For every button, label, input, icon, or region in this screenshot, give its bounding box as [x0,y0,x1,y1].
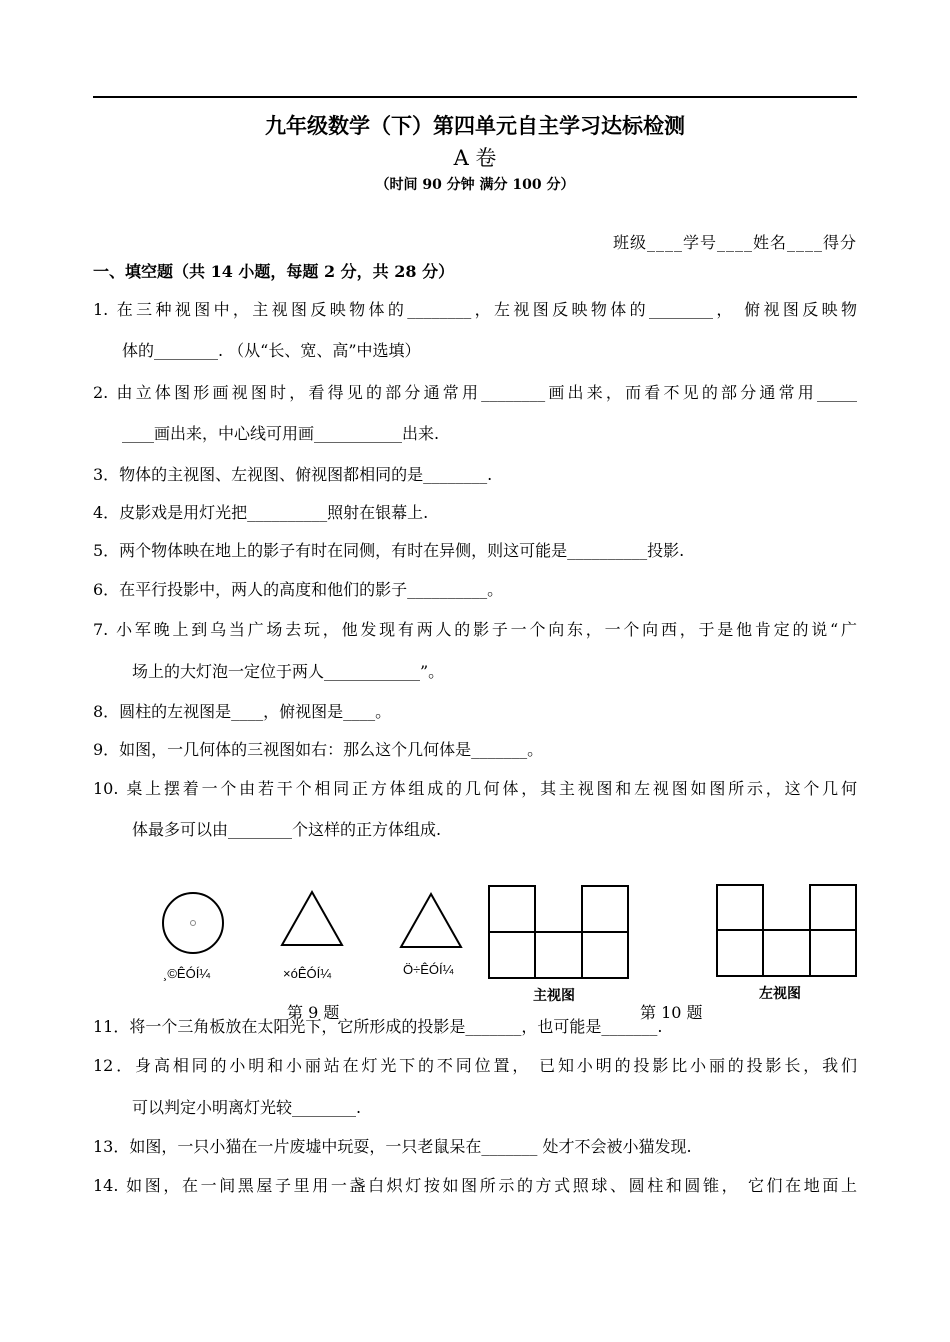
figure-9-views [150,880,480,960]
main-view-grid [489,886,628,978]
question-7-line-2: 场上的大灯泡一定位于两人____________”。 [132,662,445,681]
question-2-line-1: 2. 由立体图形画视图时，看得见的部分通常用________画出来，而看不见的部分通常用_____ [93,383,857,402]
figure-9-caption: 第 9 题 [287,1003,340,1022]
student-info: 班级____学号____姓名____得分 [612,233,857,252]
figure-9-label-1: ¸©ÊÓÍ¼ [163,966,211,981]
figure-9-label-3: Ö÷ÊÓÍ¼ [403,962,454,977]
figure-10-caption: 第 10 题 [640,1003,703,1022]
top-view-center-dot [191,921,196,926]
question-12-line-1: 12．身高相同的小明和小丽站在灯光下的不同位置， 已知小明的投影比小丽的投影长，我们 [93,1056,857,1075]
question-5: 5．两个物体映在地上的影子有时在同侧，有时在异侧，则这可能是__________投影. [93,541,685,560]
question-2-line-2: ____画出来，中心线可用画___________出来. [122,424,440,443]
figure-9-label-2: ×óÊÓÍ¼ [283,966,332,981]
question-12-line-2: 可以判定小明离灯光较________. [132,1098,362,1117]
figure-10-main-label: 主视图 [533,987,575,1003]
question-1-line-2: 体的________. （从“长、宽、高”中选填） [122,341,421,360]
left-view-triangle-shape [282,892,342,945]
question-10-line-1: 10. 桌上摆着一个由若干个相同正方体组成的几何体，其主视图和左视图如图所示，这个几何 [93,779,857,798]
question-7-line-1: 7. 小军晚上到乌当广场去玩，他发现有两人的影子一个向东，一个向西，于是他肯定的说“广 [93,620,857,639]
question-13: 13．如图，一只小猫在一片废墟中玩耍，一只老鼠呆在_______ 处才不会被小猫发现. [93,1137,692,1156]
section-heading: 一、填空题（共 14 小题，每题 2 分，共 28 分） [93,262,455,281]
time-note: （时间 90 分钟 满分 100 分） [375,177,575,193]
question-11: 11．将一个三角板放在太阳光下，它所形成的投影是_______，也可能是_______. [93,1017,663,1036]
figure-10-views [485,880,865,982]
question-8: 8．圆柱的左视图是____，俯视图是____。 [93,702,392,721]
top-view-circle-shape [163,893,223,953]
main-view-triangle-shape [401,894,461,947]
left-view-grid [717,885,856,976]
page-title: 九年级数学（下）第四单元自主学习达标检测 [265,113,685,138]
question-1-line-1: 1. 在三种视图中，主视图反映物体的________，左视图反映物体的________， 俯视图反映物 [93,300,857,319]
question-10-line-2: 体最多可以由________个这样的正方体组成. [132,820,442,839]
question-9: 9．如图，一几何体的三视图如右：那么这个几何体是_______。 [93,740,544,759]
header-rule [93,96,857,98]
question-4: 4．皮影戏是用灯光把__________照射在银幕上. [93,503,429,522]
page-subtitle: A 卷 [453,146,497,170]
question-6: 6．在平行投影中，两人的高度和他们的影子__________。 [93,580,504,599]
question-3: 3．物体的主视图、左视图、俯视图都相同的是________. [93,465,493,484]
question-14-line-1: 14. 如图，在一间黑屋子里用一盏白炽灯按如图所示的方式照球、圆柱和圆锥， 它们在地面上 [93,1176,857,1195]
figure-10-left-label: 左视图 [759,985,801,1001]
